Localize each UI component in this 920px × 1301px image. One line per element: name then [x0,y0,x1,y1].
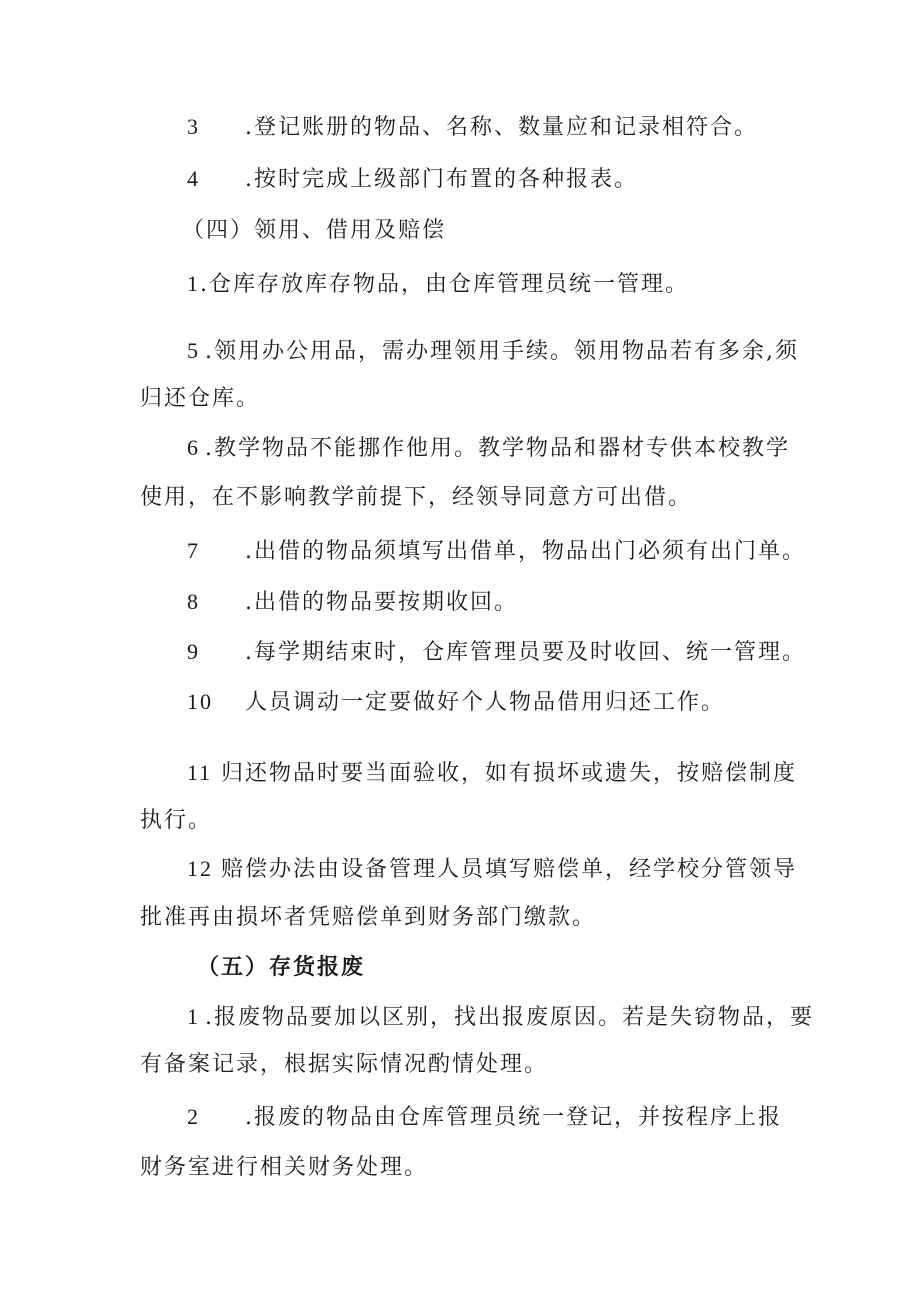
item-number: 12 [187,856,213,881]
item-text: 有备案记录，根据实际情况酌情处理。 [140,1052,549,1077]
item-text: .按时完成上级部门布置的各种报表。 [245,167,638,192]
item-3 [187,111,758,144]
item-11-continuation [140,805,212,837]
section-title: （五）存货报废 [197,955,366,980]
item-text: 财务室进行相关财务处理。 [140,1155,429,1180]
item-2-disposal-continuation [140,1152,428,1184]
item-number: 5 [187,338,200,363]
item-5-continuation [140,383,260,415]
item-1-disposal [187,1001,814,1034]
item-number: 3 [187,114,200,139]
item-text: 归还仓库。 [140,386,261,411]
item-10 [187,686,725,719]
item-text: 使用，在不影响教学前提下，经领导同意方可出借。 [140,485,693,510]
item-number: 7 [187,538,200,563]
item-5 [187,335,799,368]
item-12 [187,853,797,886]
item-9 [187,636,806,669]
item-2-disposal [187,1101,782,1134]
item-text: 批准再由损坏者凭赔偿单到财务部门缴款。 [140,905,597,930]
item-8 [187,586,518,619]
item-number: 8 [187,589,200,614]
item-text: .登记账册的物品、名称、数量应和记录相符合。 [245,115,758,140]
item-number: 9 [187,639,200,664]
item-text: .每学期结束时，仓库管理员要及时收回、统一管理。 [245,640,806,665]
item-text: 赔偿办法由设备管理人员填写赔偿单，经学校分管领导 [221,857,798,882]
item-number: 6 [187,435,200,460]
item-text: .出借的物品须填写出借单，物品出门必须有出门单。 [245,539,806,564]
item-4 [187,163,638,196]
section-title: （四）领用、借用及赔偿 [182,218,447,243]
item-text: 人员调动一定要做好个人物品借用归还工作。 [245,690,726,715]
item-6 [187,432,790,465]
item-text: .出借的物品要按期收回。 [245,590,518,615]
item-number: 2 [187,1104,200,1129]
item-text: .教学物品不能挪作他用。教学物品和器材专供本校教学 [205,436,790,461]
item-number: 4 [187,166,200,191]
item-number: 1 [187,271,200,296]
item-text: 执行。 [140,808,213,833]
item-12-continuation [140,902,596,934]
item-text: .仓库存放库存物品，由仓库管理员统一管理。 [200,272,689,297]
item-text: 归还物品时要当面验收，如有损坏或遗失，按赔偿制度 [221,761,798,786]
item-text: .领用办公用品，需办理领用手续。领用物品若有多余,须 [205,339,799,364]
section-heading-4 [182,215,446,247]
item-number: 11 [187,760,213,785]
item-number: 10 [187,689,213,714]
item-6-continuation [140,482,692,514]
item-1-disposal-continuation [140,1049,548,1081]
item-number: 1 [187,1004,200,1029]
item-text: .报废的物品由仓库管理员统一登记，并按程序上报 [245,1105,782,1130]
item-7 [187,535,806,568]
item-text: .报废物品要加以区别，找出报废原因。若是失窃物品，要 [205,1005,814,1030]
item-11 [187,757,797,790]
section-heading-5 [197,952,365,984]
item-1 [187,268,689,301]
